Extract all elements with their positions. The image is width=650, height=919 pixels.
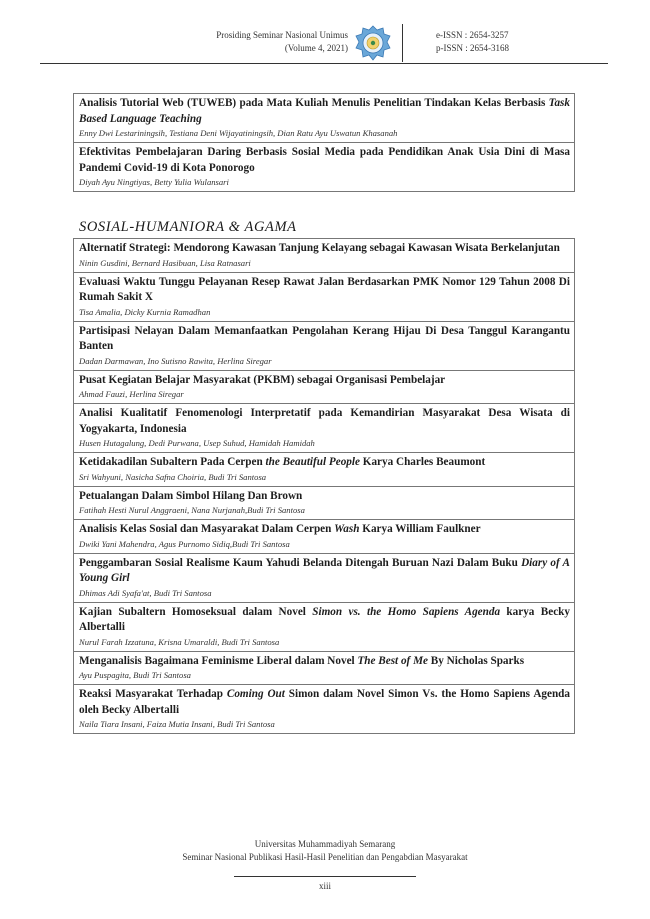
entry-authors: Tisa Amalia, Dicky Kurnia Ramadhan xyxy=(79,306,211,317)
e-issn: e-ISSN : 2654-3257 xyxy=(436,30,509,40)
proceedings-volume: (Volume 4, 2021) xyxy=(284,43,348,53)
page-footer xyxy=(0,838,650,864)
entry-title: Penggambaran Sosial Realisme Kaum Yahudi Belanda Ditengah Buruan Nazi Dalam Buku Diary of A Young Girl xyxy=(79,556,570,584)
entry-title: Kajian Subaltern Homoseksual dalam Novel Simon vs. the Homo Sapiens Agenda karya Becky Albertalli xyxy=(79,605,570,633)
entry-title: Evaluasi Waktu Tunggu Pelayanan Resep Rawat Jalan Berdasarkan PMK Nomor 129 Tahun 2008 Di Rumah Sakit X xyxy=(79,275,570,303)
contents-entry[interactable] xyxy=(74,602,574,651)
contents-entry[interactable] xyxy=(74,370,574,404)
entry-authors: Ayu Puspagita, Budi Tri Santosa xyxy=(79,670,191,680)
entry-title: Petualangan Dalam Simbol Hilang Dan Brown xyxy=(79,489,303,502)
contents-entry[interactable] xyxy=(74,519,574,553)
section-heading: SOSIAL-HUMANIORA & AGAMA xyxy=(79,219,297,235)
issn-block xyxy=(436,29,509,55)
entry-title: Analisi Kualitatif Fenomenologi Interpretatif pada Kemandirian Masyarakat Desa Wisata di Yogyakarta, Indonesia xyxy=(79,407,570,435)
contents-entry[interactable] xyxy=(74,553,574,602)
entry-authors: Diyah Ayu Ningtiyas, Betty Yulia Wulansari xyxy=(79,177,229,187)
p-issn: p-ISSN : 2654-3168 xyxy=(436,43,510,53)
entry-authors: Ninin Gusdini, Bernard Hasibuan, Lisa Ratnasari xyxy=(79,257,251,268)
entry-title: Analisis Tutorial Web (TUWEB) pada Mata Kuliah Menulis Penelitian Tindakan Kelas Berbasis Task Based Language Teaching xyxy=(79,97,570,125)
proceedings-title xyxy=(216,29,348,55)
contents-entry[interactable] xyxy=(74,651,574,685)
entry-authors: Husen Hutagalung, Dedi Purwana, Usep Suhud, Hamidah Hamidah xyxy=(79,438,315,448)
entry-authors: Ahmad Fauzi, Herlina Siregar xyxy=(79,389,184,399)
contents-table-top xyxy=(73,93,575,192)
entry-authors: Dwiki Yani Mahendra, Agus Purnomo Sidiq,Budi Tri Santosa xyxy=(79,538,290,549)
entry-title: Efektivitas Pembelajaran Daring Berbasis Sosial Media pada Pendidikan Anak Usia Dini di Masa Pandemi Covid-19 di Kota Ponorogo xyxy=(79,146,570,174)
entry-title: Partisipasi Nelayan Dalam Memanfaatkan Pengolahan Kerang Hijau Di Desa Tanggul Karangantu Banten xyxy=(79,324,570,352)
entry-authors: Enny Dwi Lestariningsih, Testiana Deni Wijayatiningsih, Dian Ratu Ayu Uswatun Khasanah xyxy=(79,128,398,138)
footer-university: Universitas Muhammadiyah Semarang xyxy=(254,839,396,849)
contents-entry[interactable] xyxy=(74,452,574,486)
entry-title: Analisis Kelas Sosial dan Masyarakat Dalam Cerpen Wash Karya William Faulkner xyxy=(79,523,481,535)
entry-authors: Sri Wahyuni, Nasicha Safna Choiria, Budi Tri Santosa xyxy=(79,471,267,482)
contents-entry[interactable] xyxy=(74,272,574,321)
header-rule xyxy=(40,63,608,64)
entry-title: Alternatif Strategi: Mendorong Kawasan Tanjung Kelayang sebagai Kawasan Wisata Berkelanjutan xyxy=(79,242,560,254)
contents-entry[interactable] xyxy=(74,239,574,272)
contents-entry[interactable] xyxy=(74,403,574,452)
entry-authors: Naila Tiara Insani, Faiza Mutia Insani, Budi Tri Santosa xyxy=(79,719,275,729)
entry-title: Reaksi Masyarakat Terhadap Coming Out Simon dalam Novel Simon Vs. the Homo Sapiens Agenda oleh Becky Albertalli xyxy=(79,688,570,716)
entry-authors: Dhimas Adi Syafa'at, Budi Tri Santosa xyxy=(79,587,212,598)
proceedings-name: Prosiding Seminar Nasional Unimus xyxy=(216,30,348,40)
university-logo-icon xyxy=(355,25,391,61)
contents-entry[interactable] xyxy=(74,684,574,733)
entry-authors: Nurul Farah Izzatuna, Krisna Umaraldi, Budi Tri Santosa xyxy=(79,636,280,647)
entry-authors: Dadan Darmawan, Ino Sutisno Rawita, Herlina Siregar xyxy=(79,355,272,366)
page-number: xiii xyxy=(318,881,331,891)
contents-table-section xyxy=(73,238,575,734)
footer-rule xyxy=(234,876,416,877)
page-header xyxy=(0,0,650,64)
entry-authors: Fatihah Hesti Nurul Anggraeni, Nana Nurjanah,Budi Tri Santosa xyxy=(79,505,305,515)
footer-seminar: Seminar Nasional Publikasi Hasil-Hasil Penelitian dan Pengabdian Masyarakat xyxy=(182,852,468,862)
contents-entry[interactable] xyxy=(74,94,574,142)
entry-title: Ketidakadilan Subaltern Pada Cerpen the Beautiful People Karya Charles Beaumont xyxy=(79,456,486,468)
contents-entry[interactable] xyxy=(74,142,574,191)
entry-title: Pusat Kegiatan Belajar Masyarakat (PKBM) sebagai Organisasi Pembelajar xyxy=(79,373,446,386)
contents-entry[interactable] xyxy=(74,486,574,520)
entry-title: Menganalisis Bagaimana Feminisme Liberal dalam Novel The Best of Me By Nicholas Sparks xyxy=(79,654,525,667)
header-divider xyxy=(402,24,403,62)
contents-entry[interactable] xyxy=(74,321,574,370)
